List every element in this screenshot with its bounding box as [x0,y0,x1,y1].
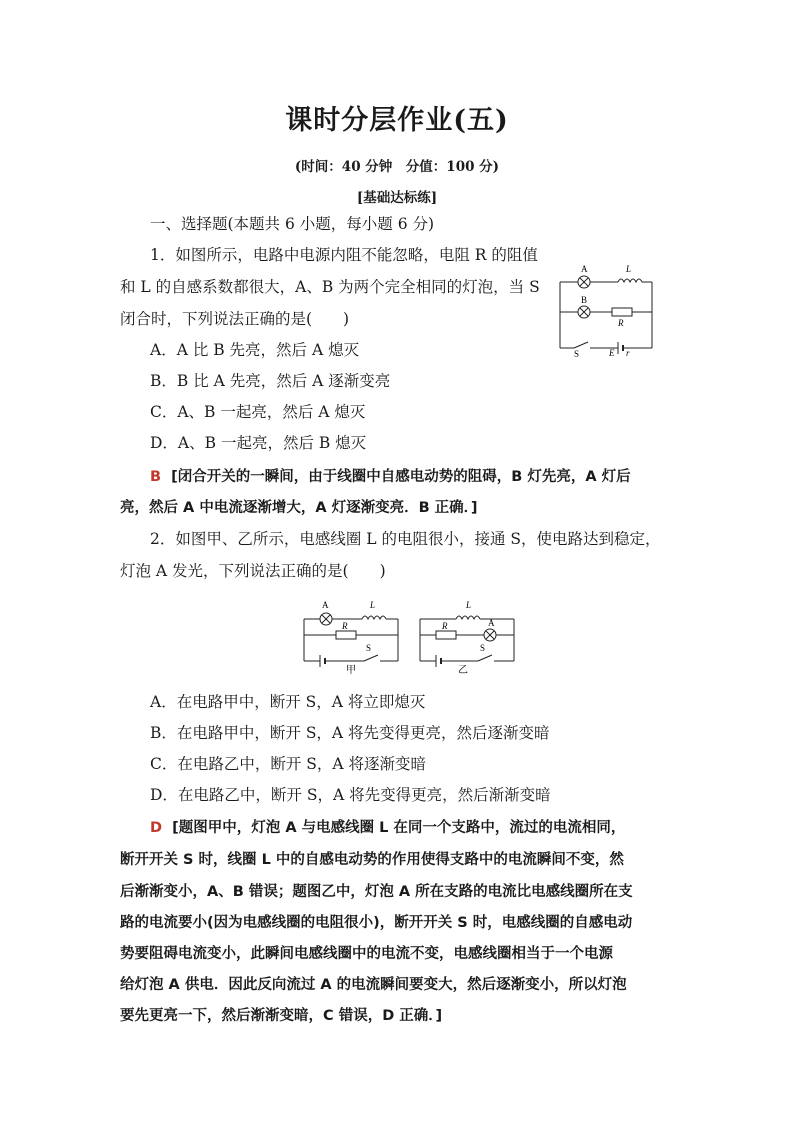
q2-option-d: D．在电路乙中，断开 S，A 将先变得更亮，然后渐渐变暗 [150,786,551,804]
q1-fig-label-r: r [626,348,630,358]
q2-jia-label-A: A [322,600,329,610]
q2-answer-line-1 [150,818,625,838]
q2-answer-line-2: 断开开关 S 时，线圈 L 中的自感电动势的作用使得支路中的电流瞬间不变，然 [120,852,624,868]
q2-stem-line-2: 灯泡 A 发光，下列说法正确的是( ) [120,562,386,580]
q2-answer-line-7: 要先更亮一下，然后渐渐变暗，C 错误，D 正确．] [120,1008,443,1024]
time-score-info: (时间：40 分钟 分值：100 分) [294,159,500,175]
q1-stem-line-3: 闭合时，下列说法正确的是( ) [120,310,350,328]
q2-option-b: B．在电路甲中，断开 S，A 将先变得更亮，然后逐渐变暗 [150,724,550,742]
q1-stem-line-1: 1．如图所示，电路中电源内阻不能忽略，电阻 R 的阻值 [150,246,538,264]
q2-answer-text-1: [题图甲中，灯泡 A 与电感线圈 L 在同一个支路中，流过的电流相同， [172,820,626,836]
q1-answer-text-1: [闭合开关的一瞬间，由于线圈中自感电动势的阻碍，B 灯先亮，A 灯后 [171,469,631,485]
q2-yi-label-R: R [442,621,448,631]
q1-fig-label-A: A [581,264,588,274]
q2-jia-label-R: R [342,621,348,631]
q1-fig-label-R: R [618,318,624,328]
q1-fig-label-S: S [574,349,580,358]
q2-option-c: C．在电路乙中，断开 S，A 将逐渐变暗 [150,755,427,773]
q1-answer-line-1 [150,467,631,487]
q1-fig-label-B: B [581,295,588,305]
q2-answer-line-3: 后渐渐变小，A、B 错误；题图乙中，灯泡 A 所在支路的电流比电感线圈所在支 [120,884,633,900]
q1-stem-line-2: 和 L 的自感系数都很大，A、B 为两个完全相同的灯泡，当 S [120,278,540,296]
q2-yi-caption: 乙 [458,665,468,675]
q1-option-c: C．A、B 一起亮，然后 A 熄灭 [150,403,366,421]
q1-fig-label-L: L [626,264,632,274]
q2-yi-label-A: A [488,618,495,628]
q1-answer-key: B [150,469,162,485]
section-label: [基础达标练] [356,190,438,206]
q2-answer-line-4: 路的电流要小(因为电感线圈的电阻很小)，断开开关 S 时，电感线圈的自感电动 [120,915,633,931]
q1-option-b: B．B 比 A 先亮，然后 A 逐渐变亮 [150,372,391,390]
q1-fig-label-E: E [609,348,615,358]
part-heading: 一、选择题(本题共 6 小题，每小题 6 分) [150,215,435,233]
q1-circuit-figure [556,258,656,358]
q1-option-a: A．A 比 B 先亮，然后 A 熄灭 [150,341,360,359]
q2-answer-line-6: 给灯泡 A 供电．因此反向流过 A 的电流瞬间要变大，然后逐渐变小，所以灯泡 [120,977,627,993]
q1-answer-line-2: 亮，然后 A 中电流逐渐增大，A 灯逐渐变亮．B 正确．] [120,500,478,516]
q2-jia-label-L: L [370,600,376,610]
q2-jia-label-S: S [366,643,372,653]
q2-stem-line-1: 2．如图甲、乙所示，电感线圈 L 的电阻很小，接通 S，使电路达到稳定， [150,530,661,548]
q2-yi-label-S: S [480,643,486,653]
q2-circuit-figures [300,597,520,675]
q2-yi-label-L: L [466,600,472,610]
q2-jia-caption: 甲 [346,665,356,675]
page-title: 课时分层作业(五) [285,105,509,136]
q2-option-a: A．在电路甲中，断开 S，A 将立即熄灭 [150,693,426,711]
q2-answer-key: D [150,820,163,836]
q2-answer-line-5: 势要阻碍电流变小，此瞬间电感线圈中的电流不变，电感线圈相当于一个电源 [120,946,613,962]
q1-option-d: D．A、B 一起亮，然后 B 熄灭 [150,434,367,452]
